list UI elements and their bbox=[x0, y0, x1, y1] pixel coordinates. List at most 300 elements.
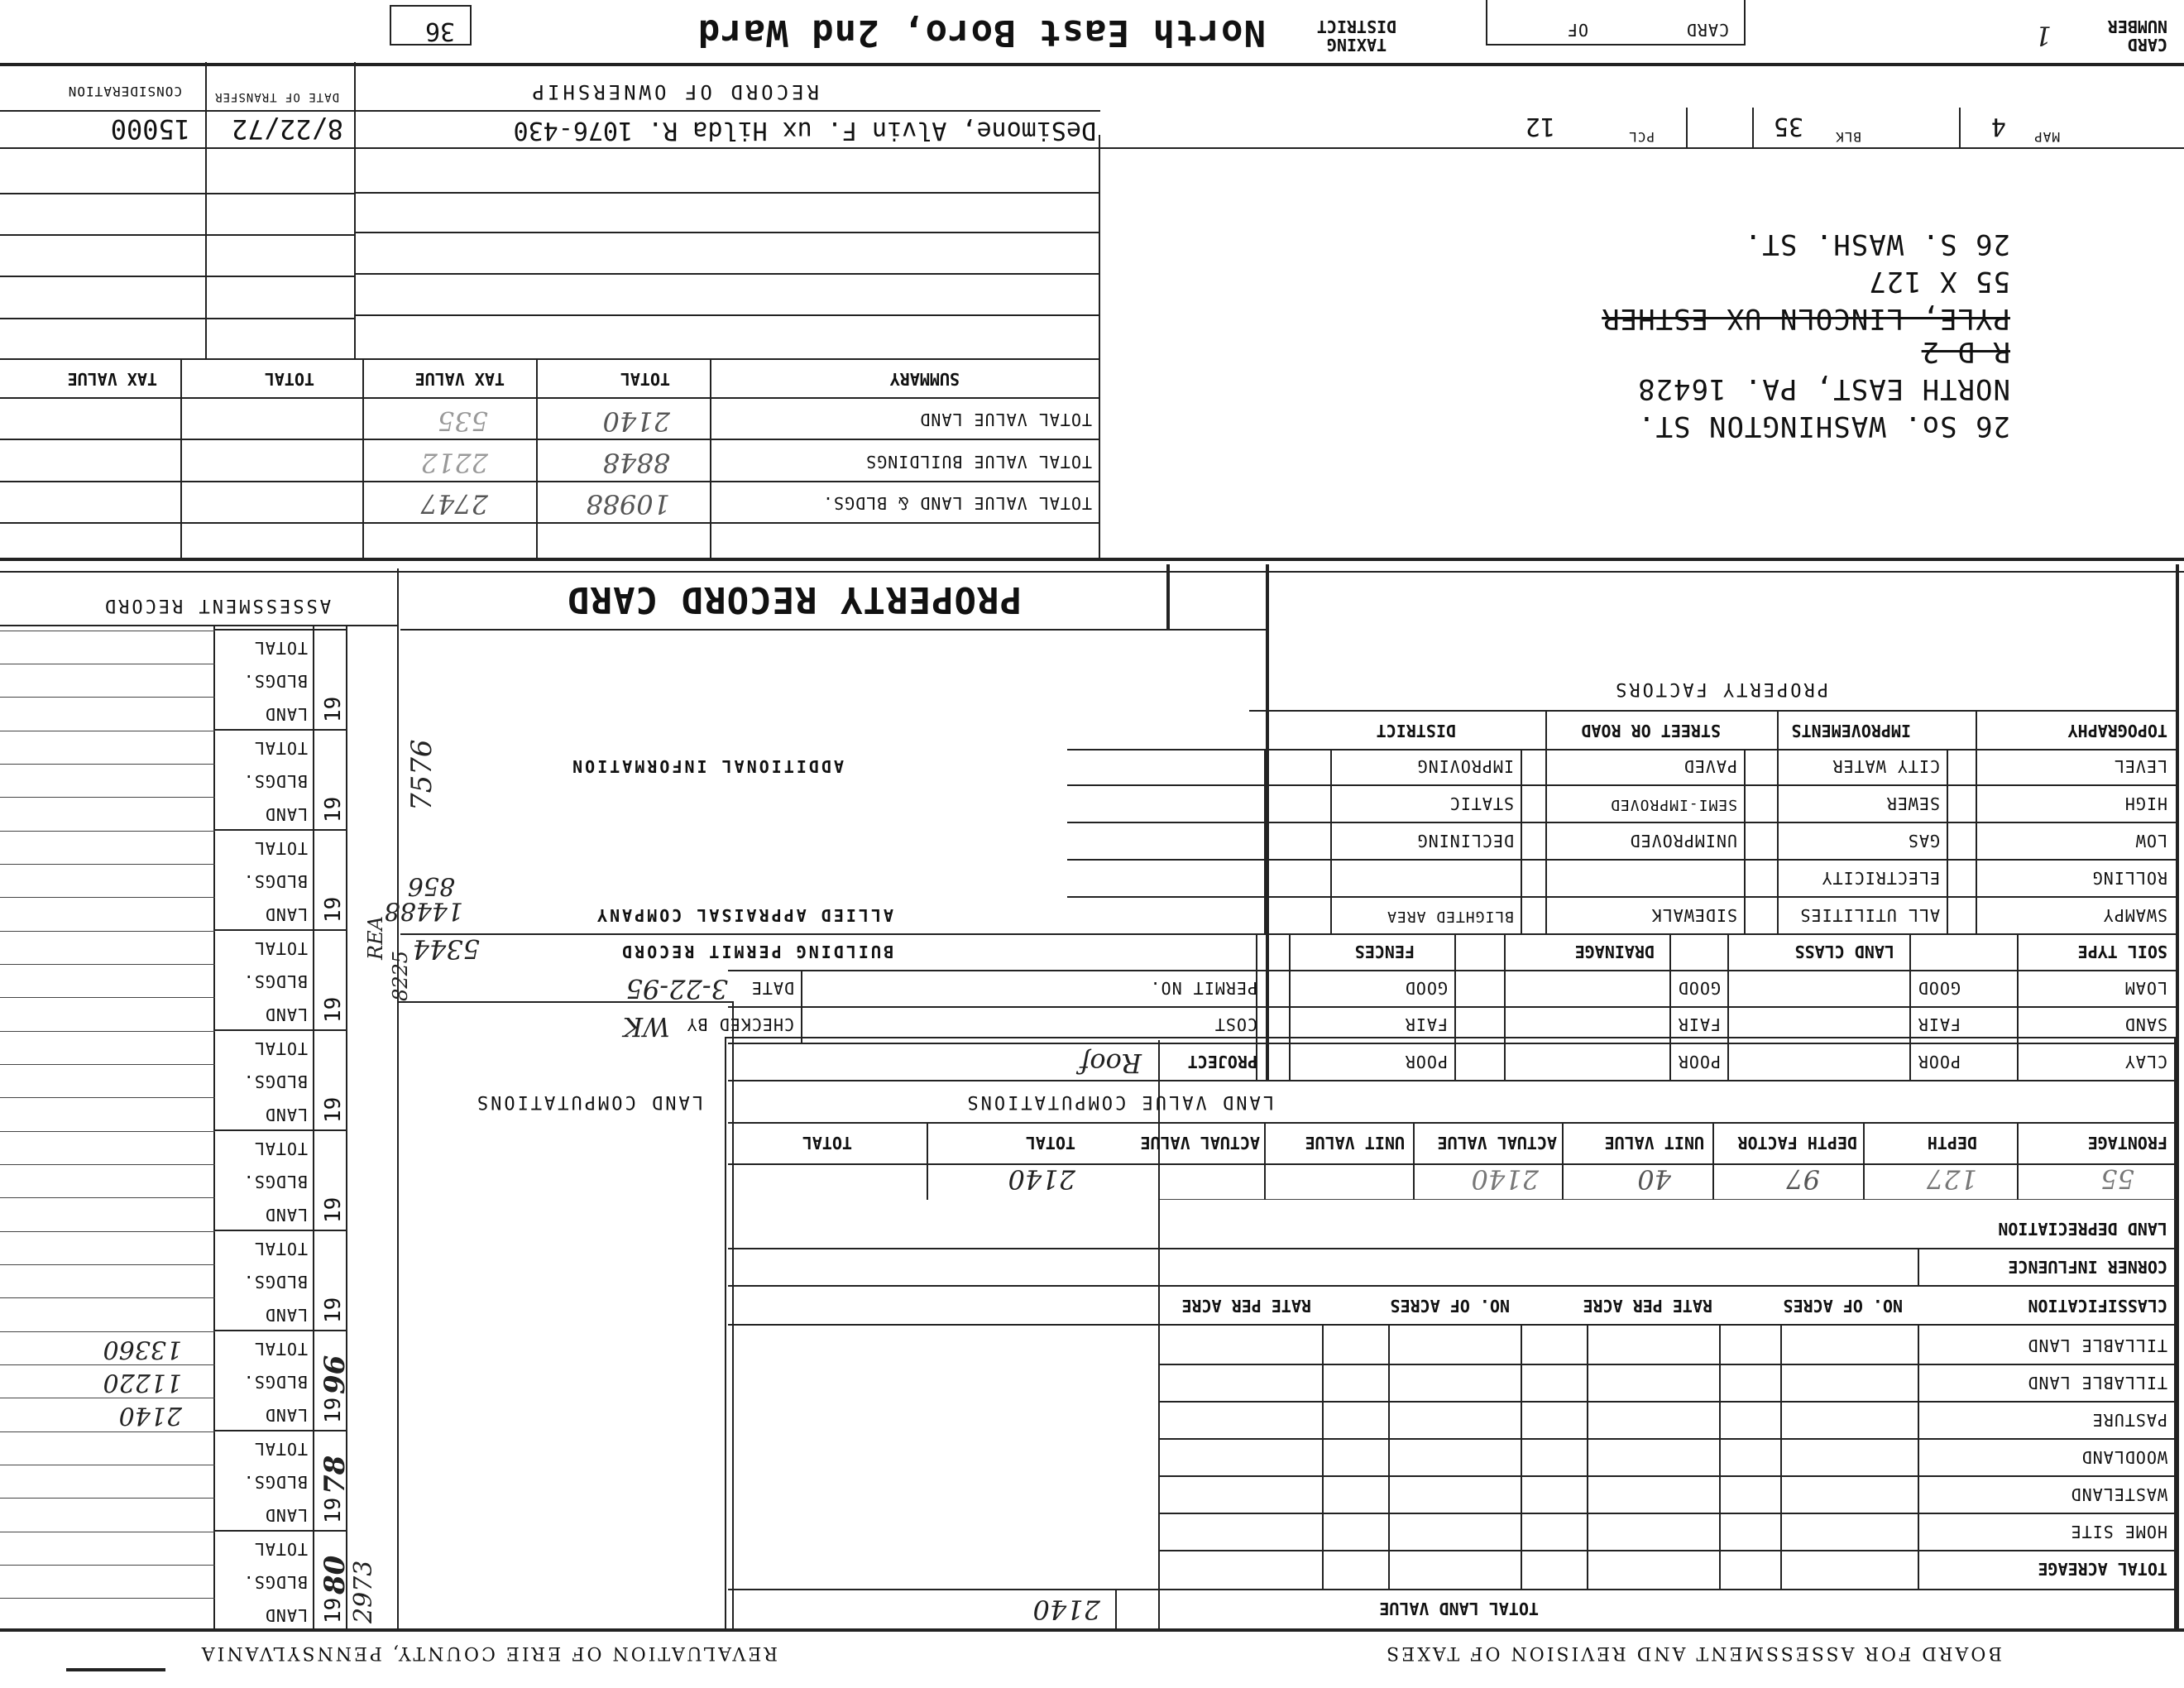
project-label: PROJECT bbox=[1187, 1052, 1257, 1072]
address-line1: 26 So. WASHINGTON ST. bbox=[1637, 410, 2010, 443]
drainage-label: DRAINAGE bbox=[1574, 942, 1655, 961]
row-line bbox=[1067, 822, 2176, 823]
col-line bbox=[1413, 1158, 1415, 1200]
assessment-year: 96 bbox=[318, 1355, 352, 1394]
row-line bbox=[1158, 1199, 2176, 1200]
assessment-group-line bbox=[215, 1430, 347, 1431]
summary-total-land: 2140 bbox=[602, 405, 670, 437]
row-line bbox=[0, 63, 2184, 66]
fences-good: GOOD bbox=[1404, 978, 1448, 998]
summary-total2-header: TOTAL bbox=[264, 369, 314, 389]
additional-info-title: ADDITIONAL INFORMATION bbox=[570, 756, 844, 776]
note-7576: 7576 bbox=[405, 739, 438, 811]
col-line bbox=[1669, 935, 1671, 1081]
row-line bbox=[0, 234, 356, 236]
total-value: 2140 bbox=[1008, 1163, 1075, 1195]
col-line bbox=[1289, 935, 1291, 1081]
topo-low: LOW bbox=[2134, 831, 2167, 851]
col-line bbox=[1330, 750, 1332, 935]
assessment-year-prefix: 19 bbox=[321, 1297, 346, 1323]
soil-sand: SAND bbox=[2124, 1014, 2167, 1034]
depth-header: DEPTH bbox=[1927, 1133, 1977, 1153]
owner-entry-name: DeSimone, Alvin F. ux Hilda R. 1076-430 bbox=[513, 116, 1096, 145]
frame-left bbox=[2176, 564, 2179, 1632]
col-line bbox=[1918, 1326, 1919, 1590]
unit-value-value: 40 bbox=[1637, 1163, 1671, 1195]
assessment-record-title: ASSESSMENT RECORD bbox=[102, 595, 331, 616]
assessment-code: 2973 bbox=[349, 1560, 378, 1623]
topo-rolling: ROLLING bbox=[2091, 868, 2167, 888]
depth-factor-header: DEPTH FACTOR bbox=[1737, 1133, 1857, 1153]
street-sidewalk: SIDEWALK bbox=[1650, 905, 1737, 925]
address-line4: PYLE, LINCOLN UX ESTHER bbox=[1602, 302, 2010, 335]
no-of-acres-header: NO. OF ACRES bbox=[1783, 1296, 1903, 1316]
assessment-row-label: LAND bbox=[264, 1505, 308, 1525]
blk-label: BLK bbox=[1835, 129, 1861, 145]
land-class-label: LAND CLASS bbox=[1794, 942, 1894, 961]
district-code: 36 bbox=[424, 17, 455, 46]
assessment-year-prefix: 19 bbox=[321, 1397, 346, 1423]
card-title: PROPERTY RECORD CARD bbox=[567, 578, 1022, 621]
assessment-row-label: BLDGS. bbox=[242, 1472, 308, 1492]
assessment-group-line bbox=[215, 629, 347, 631]
row-line bbox=[1067, 784, 2176, 786]
col-line bbox=[205, 62, 207, 360]
board-title: BOARD FOR ASSESSMENT AND REVISION OF TAXES bbox=[1384, 1642, 2002, 1663]
assessment-year: 78 bbox=[318, 1455, 352, 1494]
date-of-transfer-label: DATE OF TRANSFER bbox=[214, 90, 339, 103]
summary-divider bbox=[1099, 135, 1100, 561]
col-line bbox=[1909, 935, 1911, 1081]
fences-label: FENCES bbox=[1354, 942, 1415, 961]
assessment-year-prefix: 19 bbox=[321, 1096, 346, 1123]
home-site-label: HOME SITE bbox=[2070, 1522, 2167, 1542]
col-line bbox=[2017, 935, 2019, 1081]
assessment-row-label: BLDGS. bbox=[242, 1072, 308, 1091]
impr-gas: GAS bbox=[1907, 831, 1940, 851]
tillable-land-label-2: TILLABLE LAND bbox=[2027, 1336, 2167, 1355]
col-line bbox=[1918, 1249, 1919, 1287]
corner-influence-label: CORNER INFLUENCE bbox=[2008, 1257, 2167, 1277]
land-class-good: GOOD bbox=[1917, 978, 1961, 998]
col-line bbox=[1947, 750, 1948, 935]
assessment-row-line bbox=[0, 997, 215, 998]
assessment-value: 2140 bbox=[118, 1401, 182, 1430]
district-blighted-area: BLIGHTED AREA bbox=[1387, 908, 1514, 925]
impr-electricity: ELECTRICITY bbox=[1821, 868, 1940, 888]
street-or-road-label: STREET OR ROAD bbox=[1581, 721, 1721, 741]
assessment-group-line bbox=[215, 1029, 347, 1031]
company-label: ALLIED APPRAISAL COMPANY bbox=[595, 905, 893, 925]
fences-poor: POOR bbox=[1404, 1052, 1448, 1072]
fences-fair: FAIR bbox=[1404, 1014, 1448, 1034]
assessment-row-line bbox=[0, 1364, 215, 1365]
improvements-label: IMPROVEMENTS bbox=[1791, 721, 1911, 741]
summary-tax-land-bldgs: 2747 bbox=[420, 488, 488, 520]
col-line bbox=[1587, 1326, 1588, 1590]
district-label: DISTRICT bbox=[1376, 721, 1456, 741]
assessment-row-label: BLDGS. bbox=[242, 971, 308, 991]
row-line bbox=[356, 273, 1100, 275]
soil-clay: CLAY bbox=[2124, 1052, 2167, 1072]
total-acreage-label: TOTAL ACREAGE bbox=[2038, 1559, 2167, 1579]
depth-factor-value: 97 bbox=[1786, 1163, 1820, 1195]
drainage-fair: FAIR bbox=[1677, 1014, 1721, 1034]
address-line5: 55 X 127 bbox=[1868, 265, 2010, 298]
col-line bbox=[180, 399, 182, 561]
summary-tax-header: TAX VALUE bbox=[414, 369, 505, 389]
col-line bbox=[180, 360, 182, 399]
assessment-group-line bbox=[215, 1530, 347, 1532]
col-line bbox=[801, 971, 802, 1044]
row-line bbox=[0, 522, 1100, 524]
col-line bbox=[362, 399, 364, 561]
card-number-value: 1 bbox=[2034, 20, 2052, 51]
assessment-row-label: LAND bbox=[264, 904, 308, 924]
title-divider bbox=[1166, 564, 1170, 631]
row-line bbox=[0, 276, 356, 277]
summary-tax2-header: TAX VALUE bbox=[67, 369, 157, 389]
pasture-label: PASTURE bbox=[2091, 1410, 2167, 1430]
header-rule bbox=[66, 1668, 165, 1671]
row-line bbox=[356, 232, 1100, 233]
assessment-row-label: TOTAL bbox=[253, 1539, 308, 1559]
frontage-value: 55 bbox=[2100, 1163, 2134, 1195]
soil-loam: LOAM bbox=[2124, 978, 2167, 998]
row-line bbox=[1158, 1550, 2176, 1551]
col-line bbox=[710, 360, 711, 399]
col-line bbox=[1264, 1124, 1266, 1158]
land-value-computations-title: LAND VALUE COMPUTATIONS bbox=[965, 1091, 1274, 1112]
consideration-label: CONSIDERATION bbox=[67, 84, 182, 99]
summary-tax-buildings: 2212 bbox=[420, 447, 488, 478]
assessment-year-prefix: 19 bbox=[321, 1497, 346, 1523]
assessment-row-label: LAND bbox=[264, 1305, 308, 1325]
assessment-value: 13360 bbox=[103, 1335, 182, 1364]
row-line bbox=[1067, 896, 2176, 898]
soil-type-label: SOIL TYPE bbox=[2077, 942, 2167, 961]
cost-label: COST bbox=[1214, 1014, 1257, 1034]
row-line bbox=[1158, 1438, 2176, 1440]
col-line bbox=[1777, 712, 1779, 935]
ownership-title: RECORD OF OWNERSHIP bbox=[529, 80, 819, 103]
assessment-row-line bbox=[0, 797, 215, 798]
summary-label-buildings: TOTAL VALUE BUILDINGS bbox=[865, 452, 1092, 472]
address-line6: 26 S. WASH. ST. bbox=[1743, 228, 2010, 261]
assessment-row-line bbox=[0, 1264, 215, 1265]
col-line bbox=[2017, 1158, 2019, 1200]
drainage-poor: POOR bbox=[1677, 1052, 1721, 1072]
actual-value-value: 2140 bbox=[1471, 1163, 1539, 1195]
assessment-row-label: TOTAL bbox=[253, 638, 308, 658]
summary-label-land-bldgs: TOTAL VALUE LAND & BLDGS. bbox=[821, 493, 1092, 513]
row-line bbox=[0, 397, 1100, 399]
row-line bbox=[1158, 1475, 2176, 1477]
row-line bbox=[728, 1589, 2176, 1590]
assessment-year-prefix: 19 bbox=[321, 1597, 346, 1623]
district-declining: DECLINING bbox=[1416, 831, 1514, 851]
row-line bbox=[0, 358, 1100, 360]
col-line bbox=[1545, 712, 1547, 935]
building-permit-title: BUILDING PERMIT RECORD bbox=[620, 942, 893, 961]
pcl-value: 12 bbox=[1525, 112, 1555, 141]
panel-line bbox=[732, 1003, 734, 1632]
assessment-group-line bbox=[215, 829, 347, 831]
assessment-row-label: BLDGS. bbox=[242, 1572, 308, 1592]
col-line bbox=[1863, 1158, 1865, 1200]
rate-per-acre-header: RATE PER ACRE bbox=[1583, 1296, 1712, 1316]
total-land-value-label: TOTAL LAND VALUE bbox=[1379, 1599, 1539, 1618]
col-line bbox=[1521, 1326, 1522, 1590]
actual-value-header: ACTUAL VALUE bbox=[1437, 1133, 1557, 1153]
col-line bbox=[2017, 1124, 2019, 1158]
card-label: CARD bbox=[1685, 20, 1729, 40]
assessment-row-label: TOTAL bbox=[253, 1139, 308, 1158]
col-line bbox=[536, 360, 538, 399]
topo-swampy: SWAMPY bbox=[2102, 905, 2167, 925]
row-line bbox=[356, 192, 1100, 194]
assessment-row-line bbox=[0, 1097, 215, 1098]
col-line bbox=[1158, 1326, 1160, 1590]
impr-city-water: CITY WATER bbox=[1832, 756, 1940, 776]
assessment-group-line bbox=[215, 929, 347, 931]
card-number-label: CARD NUMBER bbox=[2107, 17, 2167, 55]
assessment-row-label: LAND bbox=[264, 1205, 308, 1225]
summary-tax-land: 535 bbox=[437, 405, 488, 437]
col-line bbox=[1521, 750, 1522, 935]
assessment-year: 80 bbox=[318, 1555, 352, 1594]
street-semi-improved: SEMI-IMPROVED bbox=[1610, 796, 1737, 813]
note-rea: REA bbox=[364, 916, 387, 960]
col-line bbox=[1264, 1158, 1266, 1200]
topography-label: TOPOGRAPHY bbox=[2067, 721, 2167, 741]
assessment-row-label: TOTAL bbox=[253, 938, 308, 958]
assessment-row-label: LAND bbox=[264, 1005, 308, 1024]
total-land-value: 2140 bbox=[1032, 1594, 1100, 1625]
assessment-group-line bbox=[215, 1230, 347, 1231]
permit-record-no: 5344 bbox=[412, 933, 480, 965]
assessment-row-label: BLDGS. bbox=[242, 1272, 308, 1292]
factors-divider bbox=[1266, 564, 1269, 1081]
classification-label: CLASSIFICATION bbox=[2028, 1296, 2167, 1316]
unit-value-header: UNIT VALUE bbox=[1604, 1133, 1704, 1153]
assessment-row-label: LAND bbox=[264, 704, 308, 724]
assessment-row-label: TOTAL bbox=[253, 1439, 308, 1459]
map-value: 4 bbox=[1990, 112, 2006, 141]
assessment-row-line bbox=[0, 1498, 215, 1499]
tillable-land-label: TILLABLE LAND bbox=[2027, 1373, 2167, 1393]
assessment-year-prefix: 19 bbox=[321, 696, 346, 722]
summary-label-land: TOTAL VALUE LAND bbox=[919, 410, 1092, 429]
woodland-label: WOODLAND bbox=[2081, 1447, 2167, 1467]
assessment-row-label: LAND bbox=[264, 1405, 308, 1425]
col-line bbox=[1719, 1326, 1721, 1590]
unit-value-header-2: UNIT VALUE bbox=[1305, 1133, 1405, 1153]
assessment-row-line bbox=[0, 831, 215, 832]
assessment-row-line bbox=[0, 764, 215, 765]
assessment-row-line bbox=[0, 1197, 215, 1198]
assessment-row-label: TOTAL bbox=[253, 738, 308, 758]
taxing-district-label: TAXING DISTRICT bbox=[1316, 17, 1397, 55]
checked-by-value: WK bbox=[623, 1011, 670, 1043]
assessment-group-line bbox=[215, 1129, 347, 1131]
summary-total-land-bldgs: 10988 bbox=[586, 488, 670, 520]
assessment-row-label: LAND bbox=[264, 804, 308, 824]
assessment-row-label: BLDGS. bbox=[242, 671, 308, 691]
row-line bbox=[0, 110, 1100, 112]
project-value: Roof bbox=[1080, 1048, 1142, 1079]
assessment-row-line bbox=[0, 1031, 215, 1032]
row-line bbox=[1158, 1513, 2176, 1514]
col-line bbox=[536, 399, 538, 561]
summary-title: SUMMARY bbox=[889, 369, 960, 389]
assessment-row-label: LAND bbox=[264, 1605, 308, 1625]
assessment-row-label: BLDGS. bbox=[242, 1172, 308, 1192]
col-line bbox=[1780, 1326, 1782, 1590]
land-class-poor: POOR bbox=[1917, 1052, 1961, 1072]
row-line bbox=[0, 193, 356, 194]
assessment-group-line bbox=[215, 729, 347, 731]
col-line bbox=[1686, 108, 1688, 149]
assessment-value: 11220 bbox=[103, 1368, 182, 1397]
row-line bbox=[1158, 1364, 2176, 1365]
total-header: TOTAL bbox=[1025, 1133, 1075, 1153]
address-line3: R D 2 bbox=[1921, 335, 2010, 368]
impr-all-utilities: ALL UTILITIES bbox=[1799, 905, 1940, 925]
assessment-row-line bbox=[0, 1331, 215, 1332]
row-line bbox=[728, 1080, 2176, 1081]
assessment-row-line bbox=[0, 1565, 215, 1566]
assessment-row-label: TOTAL bbox=[253, 1239, 308, 1259]
col-line bbox=[1863, 1124, 1865, 1158]
depth-value: 127 bbox=[1926, 1163, 1977, 1195]
assessment-row-label: TOTAL bbox=[253, 838, 308, 858]
tlv-divider bbox=[1115, 1590, 1117, 1632]
assessment-row-label: BLDGS. bbox=[242, 1372, 308, 1392]
row-line bbox=[728, 1285, 2176, 1287]
assessment-row-line bbox=[0, 1431, 215, 1432]
assessment-row-label: BLDGS. bbox=[242, 871, 308, 891]
row-line bbox=[400, 933, 1269, 935]
col-line bbox=[1744, 750, 1746, 935]
district-improving: IMPROVING bbox=[1416, 756, 1514, 776]
date-label: DATE bbox=[750, 978, 794, 998]
of-label: OF bbox=[1566, 20, 1588, 40]
col-line bbox=[1413, 1124, 1415, 1158]
col-line bbox=[1562, 1158, 1564, 1200]
assessment-group-line bbox=[215, 1330, 347, 1331]
pcl-label: PCL bbox=[1628, 129, 1655, 145]
assessment-year-prefix: 19 bbox=[321, 896, 346, 923]
assessment-row-line bbox=[0, 697, 215, 698]
assessment-row-line bbox=[0, 1164, 215, 1165]
map-label: MAP bbox=[2033, 129, 2060, 145]
assessment-row-label: TOTAL bbox=[253, 1339, 308, 1359]
topo-level: LEVEL bbox=[2113, 756, 2167, 776]
note-14488: 14488 bbox=[384, 896, 463, 925]
row-line bbox=[728, 970, 2176, 971]
land-table bbox=[725, 1037, 2176, 1632]
assessment-row-line bbox=[0, 864, 215, 865]
assessment-row-line bbox=[0, 897, 215, 898]
col-line bbox=[1752, 108, 1754, 149]
summary-total-header: TOTAL bbox=[620, 369, 670, 389]
note-8225: 8225 bbox=[389, 950, 412, 1001]
assessment-row-line bbox=[0, 1131, 215, 1132]
assessment-row-line bbox=[0, 1598, 215, 1599]
row-line bbox=[400, 629, 1269, 631]
assessment-row-line bbox=[0, 931, 215, 932]
district-static: STATIC bbox=[1449, 794, 1514, 813]
street-paved: PAVED bbox=[1683, 756, 1737, 776]
row-line bbox=[1067, 859, 2176, 861]
col-line bbox=[1504, 935, 1506, 1081]
col-line bbox=[1976, 712, 1977, 935]
drainage-good: GOOD bbox=[1677, 978, 1721, 998]
col-line bbox=[1712, 1124, 1714, 1158]
owner-entry-consideration: 15000 bbox=[110, 113, 190, 145]
actual-value-header-2: ACTUAL VALUE bbox=[1140, 1133, 1260, 1153]
col-line bbox=[1388, 1326, 1390, 1590]
row-line bbox=[0, 318, 356, 319]
assessment-year-prefix: 19 bbox=[321, 1196, 346, 1223]
assessment-row-label: TOTAL bbox=[253, 1038, 308, 1058]
date-value: 3-22-95 bbox=[625, 973, 728, 1005]
land-computations-label: LAND COMPUTATIONS bbox=[474, 1091, 703, 1112]
land-depreciation-label: LAND DEPRECIATION bbox=[1998, 1219, 2167, 1239]
total-header-2: TOTAL bbox=[802, 1133, 852, 1153]
assessment-row-label: BLDGS. bbox=[242, 771, 308, 791]
row-line bbox=[728, 1006, 2176, 1008]
col-line bbox=[1454, 935, 1456, 1081]
address-line2: NORTH EAST, PA. 16428 bbox=[1637, 372, 2010, 405]
land-class-fair: FAIR bbox=[1917, 1014, 1961, 1034]
frame-middle bbox=[0, 558, 2184, 561]
col-line bbox=[1727, 935, 1729, 1081]
row-line bbox=[728, 1324, 2176, 1326]
row-line bbox=[1158, 1401, 2176, 1403]
assessment-year-prefix: 19 bbox=[321, 796, 346, 822]
row-line bbox=[0, 625, 399, 626]
row-line bbox=[1067, 749, 2176, 750]
row-line bbox=[728, 1122, 2176, 1124]
col-line bbox=[1562, 1124, 1564, 1158]
checked-by-label: CHECKED BY bbox=[686, 1014, 794, 1034]
panel-line bbox=[397, 568, 399, 1632]
topo-high: HIGH bbox=[2124, 794, 2167, 813]
row-line bbox=[0, 439, 1100, 440]
col-line bbox=[710, 399, 711, 561]
property-factors-title: PROPERTY FACTORS bbox=[1613, 679, 1828, 699]
revaluation-title: REVALUATION OF ERIE COUNTY, PENNSYLVANIA bbox=[199, 1642, 778, 1663]
assessment-row-line bbox=[0, 1064, 215, 1065]
assessment-row-label: LAND bbox=[264, 1105, 308, 1125]
wasteland-label: WASTELAND bbox=[2070, 1484, 2167, 1504]
panel-line bbox=[399, 1001, 734, 1003]
row-line bbox=[728, 1248, 2176, 1249]
col-line bbox=[1322, 1326, 1324, 1590]
row-line bbox=[1249, 710, 2176, 712]
summary-total-buildings: 8848 bbox=[602, 447, 670, 478]
frontage-header: FRONTAGE bbox=[2087, 1133, 2167, 1153]
blk-value: 35 bbox=[1773, 112, 1803, 141]
rate-per-acre-header-2: RATE PER ACRE bbox=[1181, 1296, 1311, 1316]
permit-no-label: PERMIT NO. bbox=[1149, 978, 1257, 998]
assessment-year-prefix: 19 bbox=[321, 996, 346, 1023]
col-line bbox=[362, 360, 364, 399]
row-line bbox=[356, 314, 1100, 316]
no-of-acres-header-2: NO. OF ACRES bbox=[1390, 1296, 1510, 1316]
